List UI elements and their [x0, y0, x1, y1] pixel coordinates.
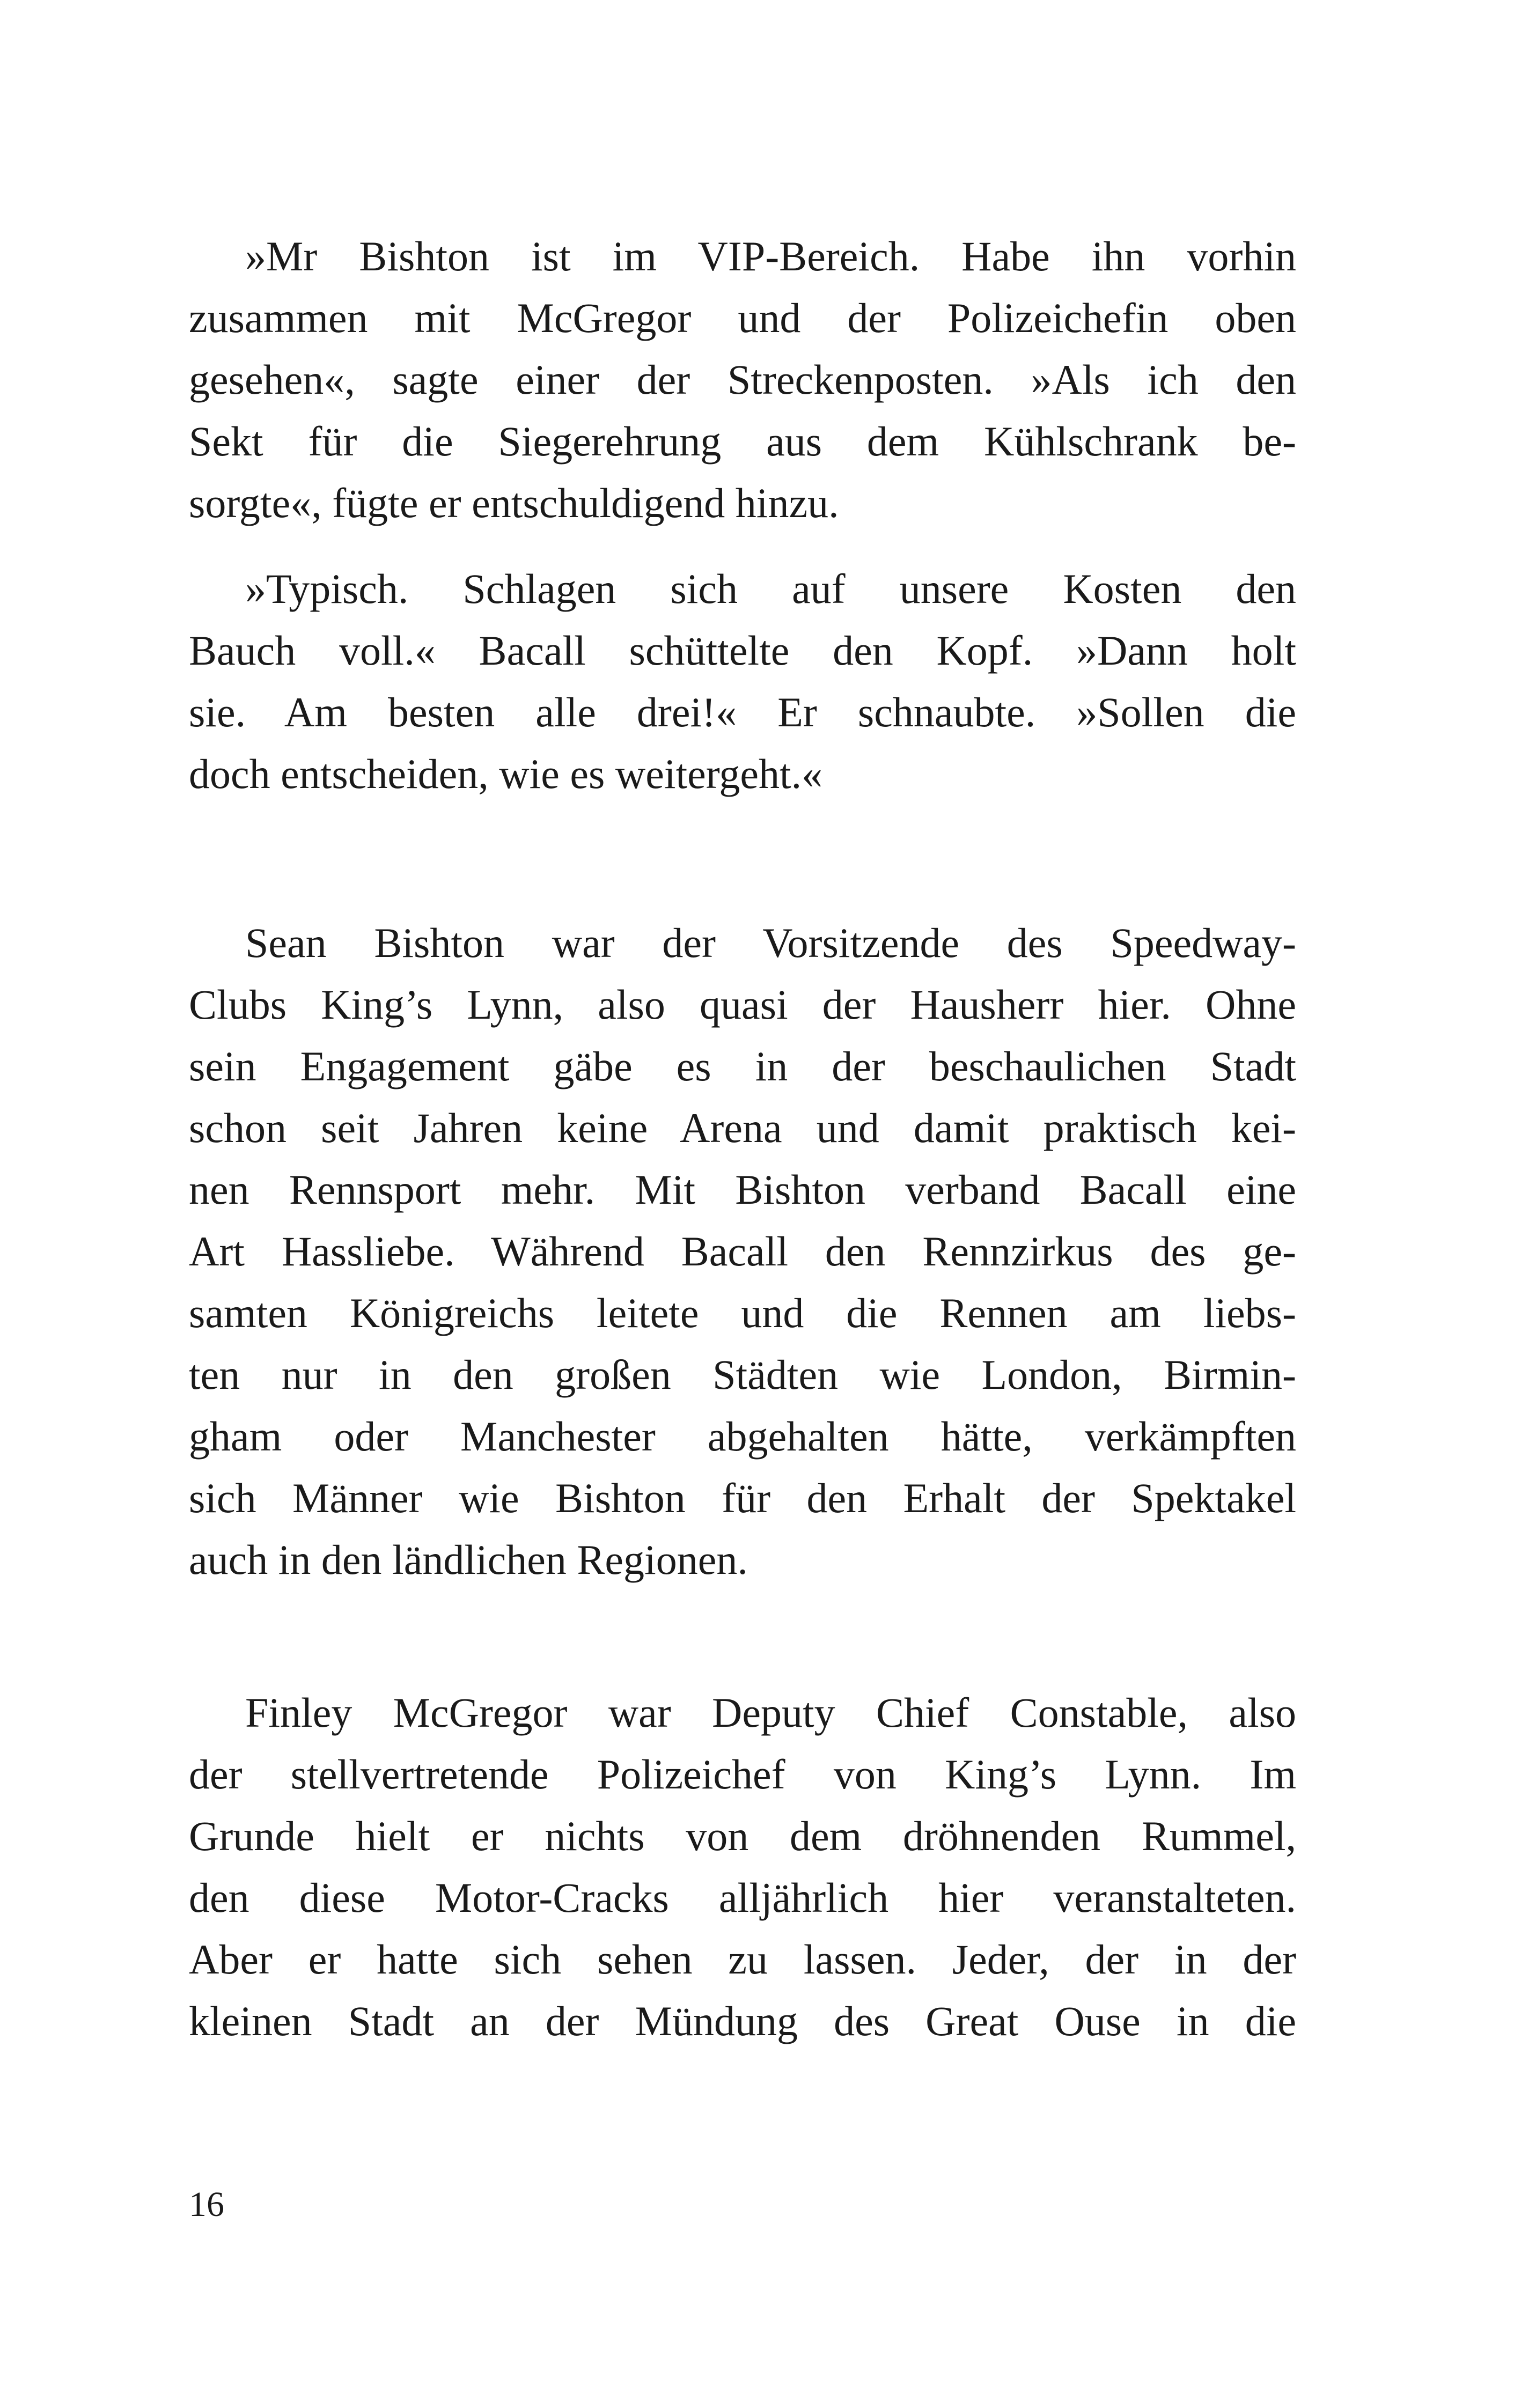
paragraph-1: [189, 225, 1296, 534]
text-line: schon seit Jahren keine Arena und damit praktisch kei-: [189, 1104, 1296, 1151]
paragraph-2: [189, 558, 1296, 805]
text-line: gesehen«, sagte einer der Streckenposten. »Als ich den: [189, 356, 1296, 403]
text-line: Grunde hielt er nichts von dem dröhnenden Rummel,: [189, 1813, 1296, 1859]
text-line: Sean Bishton war der Vorsitzende des Speedway-: [245, 919, 1296, 966]
paragraph-3: [189, 912, 1296, 1590]
text-line: Finley McGregor war Deputy Chief Constable, also: [245, 1689, 1296, 1736]
page-number: 16: [189, 2185, 224, 2224]
text-line: »Typisch. Schlagen sich auf unsere Kosten den: [245, 565, 1296, 612]
text-line: Clubs King’s Lynn, also quasi der Hausherr hier. Ohne: [189, 981, 1296, 1028]
text-line: zusammen mit McGregor und der Polizeichefin oben: [189, 294, 1296, 341]
text-line: »Mr Bishton ist im VIP-Bereich. Habe ihn vorhin: [245, 233, 1296, 279]
text-line: gham oder Manchester abgehalten hätte, verkämpften: [189, 1413, 1296, 1460]
text-line: Sekt für die Siegerehrung aus dem Kühlschrank be-: [189, 418, 1296, 465]
text-line: sorgte«, fügte er entschuldigend hinzu.: [189, 480, 839, 526]
text-line: der stellvertretende Polizeichef von King’s Lynn. Im: [189, 1751, 1296, 1798]
paragraph-4: [189, 1682, 1296, 2052]
text-line: ten nur in den großen Städten wie London, Birmin-: [189, 1351, 1296, 1398]
text-line: Bauch voll.« Bacall schüttelte den Kopf. »Dann holt: [189, 627, 1296, 674]
text-line: nen Rennsport mehr. Mit Bishton verband Bacall eine: [189, 1166, 1296, 1213]
text-line: auch in den ländlichen Regionen.: [189, 1536, 748, 1583]
text-line: den diese Motor-Cracks alljährlich hier veranstalteten.: [189, 1874, 1296, 1921]
text-line: Aber er hatte sich sehen zu lassen. Jeder, der in der: [189, 1936, 1296, 1983]
text-line: sein Engagement gäbe es in der beschaulichen Stadt: [189, 1043, 1296, 1089]
text-line: sie. Am besten alle drei!« Er schnaubte. »Sollen die: [189, 689, 1296, 735]
text-line: doch entscheiden, wie es weitergeht.«: [189, 750, 823, 797]
text-line: sich Männer wie Bishton für den Erhalt der Spektakel: [189, 1475, 1296, 1521]
text-line: Art Hassliebe. Während Bacall den Rennzirkus des ge-: [189, 1228, 1296, 1275]
text-line: kleinen Stadt an der Mündung des Great Ouse in die: [189, 1998, 1296, 2044]
text-line: samten Königreichs leitete und die Rennen am liebs-: [189, 1290, 1296, 1336]
